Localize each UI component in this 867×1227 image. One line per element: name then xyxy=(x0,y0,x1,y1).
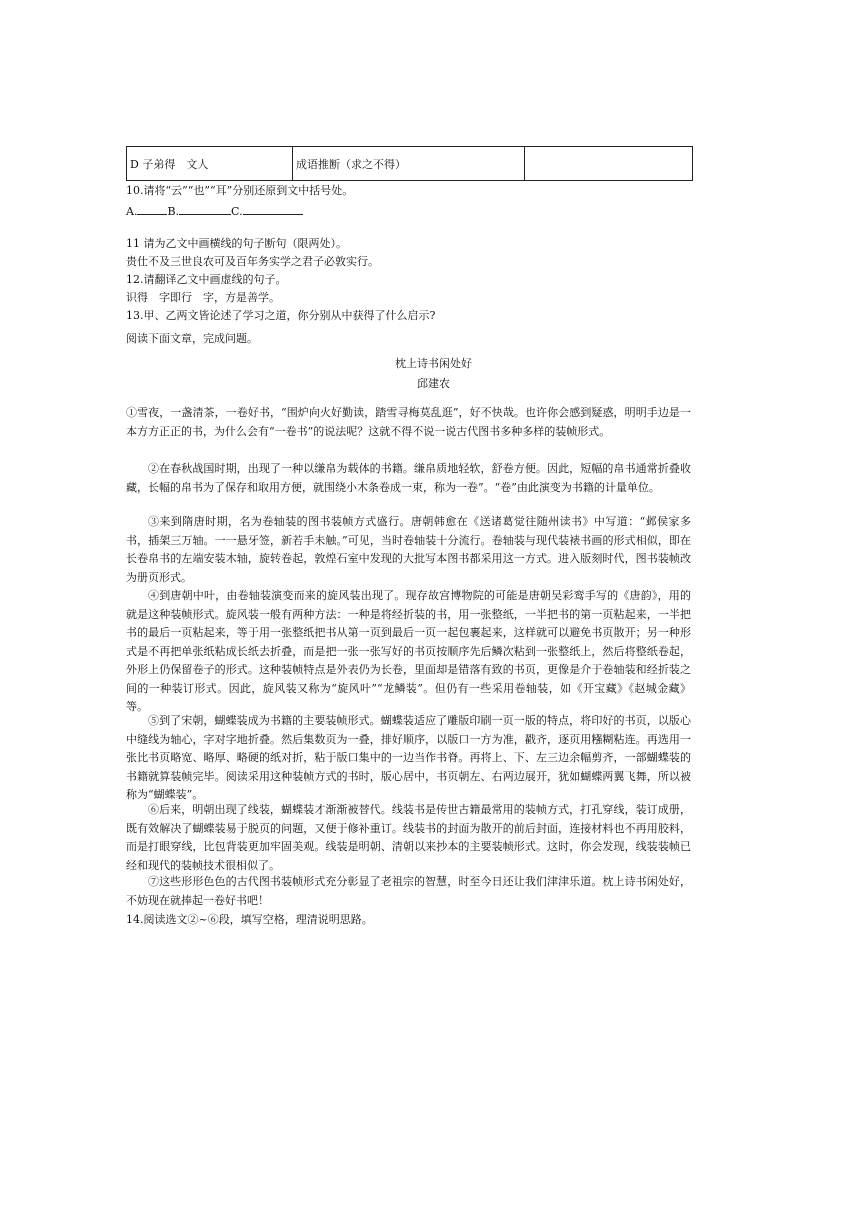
article-paragraph-3: ③来到隋唐时期，名为卷轴装的图书装帧方式盛行。唐朝韩愈在《送诸葛觉往随州读书》中写道：“邺侯家多书，插架三万轴。一一悬牙签，新若手未触。”可见，当时卷轴装十分流行。卷轴装与现代装裱书画的形式相似，即在长卷帛书的左端安装木轴，旋转卷起，敦煌石室中发现的大批写本图书都采用这一方式。进入版刻时代，图书装帧改为册页形式。 xyxy=(126,515,691,584)
blank-b-label: B. xyxy=(167,205,180,218)
table-row xyxy=(127,147,693,181)
article-paragraph-1: ①雪夜，一盏清茶，一卷好书，“围炉向火好勤读，踏雪寻梅莫乱逛”，好不快哉。也许你会感到疑惑，明明手边是一本方方正正的书，为什么会有“一卷书”的说法呢？这就不得不说一说古代图书多种多样的装帧形式。 xyxy=(126,406,691,438)
question-10-blanks xyxy=(126,203,303,219)
question-12: 12.请翻译乙文中画虚线的句子。 xyxy=(126,273,287,286)
answer-table xyxy=(126,146,693,181)
article-paragraph-6: ⑥后来，明朝出现了线装，蝴蝶装才渐渐被替代。线装书是传世古籍最常用的装帧方式，打孔穿线，装订成册，既有效解决了蝴蝶装易于脱页的问题，又便于修补重订。线装书的封面为散开的前后封面，连接材料也不再用胶料，而是打眼穿线，比包背装更加牢固美观。线装是明朝、清朝以来抄本的主要装帧形式。这时，你会发现，线装装帧已经和现代的装帧技术很相似了。 xyxy=(126,803,691,872)
article-paragraph-5: ⑤到了宋朝，蝴蝶装成为书籍的主要装帧形式。蝴蝶装适应了雕版印刷一页一版的特点，将印好的书页，以版心中缝线为轴心，字对字地折叠。然后集数页为一叠，排好顺序，以版口一方为准，戳齐，逐页用糨糊粘连。再选用一张比书页略宽、略厚、略硬的纸对折，粘于版口集中的一边当作书脊。再将上、下、左三边余幅剪齐，一部蝴蝶装的书籍就算装帧完毕。阅读采用这种装帧方式的书时，版心居中，书页朝左、右两边展开，犹如蝴蝶两翼飞舞，所以被称为“蝴蝶装”。 xyxy=(126,714,691,801)
blank-a[interactable] xyxy=(137,203,167,215)
reading-instruction: 阅读下面文章，完成问题。 xyxy=(126,332,258,345)
article-paragraph-2: ②在春秋战国时期，出现了一种以缣帛为载体的书籍。缣帛质地轻软，舒卷方便。因此，短幅的帛书通常折叠收藏，长幅的帛书为了保存和取用方便，就围绕小木条卷成一束，称为一卷”。“卷”由此演变为书籍的计量单位。 xyxy=(126,462,691,494)
table-cell xyxy=(525,147,693,181)
article-title: 枕上诗书闲处好 xyxy=(395,357,472,370)
article-paragraph-4: ④到唐朝中叶，由卷轴装演变而来的旋风装出现了。现存故宫博物院的可能是唐朝吴彩鸾手写的《唐韵》，用的就是这种装帧形式。旋风装一般有两种方法：一种是将经折装的书，用一张整纸，一半把书的第一页粘起来，一半把书的最后一页粘起来，等于用一张整纸把书从第一页到最后一页一起包裹起来，这样就可以避免书页散开；另一种形式是不再把单张纸粘成长纸去折叠，而是把一张一张写好的书页按顺序先后鳞次粘到一张整纸上，然后将整纸卷起，外形上仍保留卷子的形式。这种装帧特点是外表仍为长卷，里面却是错落有致的书页，更像是介于卷轴装和经折装之间的一种装订形式。因此，旋风装又称为“旋风叶”“龙鳞装”。但仍有一些采用卷轴装，如《开宝藏》《赵城金藏》等。 xyxy=(126,589,691,713)
article-author: 邱建农 xyxy=(417,377,450,390)
question-11-sentence: 贵仕不及三世良农可及百年务实学之君子必敦实行。 xyxy=(126,255,379,268)
blank-b[interactable] xyxy=(179,203,231,215)
question-13: 13.甲、乙两文皆论述了学习之道，你分别从中获得了什么启示? xyxy=(126,309,436,322)
blank-c[interactable] xyxy=(243,203,303,215)
question-14: 14.阅读选文②~⑥段，填写空格，理清说明思路。 xyxy=(126,913,373,926)
blank-a-label: A. xyxy=(126,205,138,218)
article-paragraph-7: ⑦这些形形色色的古代图书装帧形式充分彰显了老祖宗的智慧，时至今日还让我们津津乐道。枕上诗书闲处好，不妨现在就捧起一卷好书吧！ xyxy=(126,875,691,907)
question-11: 11 请为乙文中画横线的句子断句（限两处）。 xyxy=(126,237,347,250)
question-12-sentence: 识得 字即行 字，方是善学。 xyxy=(126,291,280,304)
blank-c-label: C. xyxy=(231,205,243,218)
table-cell: 成语推断（求之不得） xyxy=(293,147,525,181)
question-10: 10.请将“云”“也”“耳”分别还原到文中括号处。 xyxy=(126,184,354,197)
table-cell: D 子弟得 文人 xyxy=(127,147,293,181)
